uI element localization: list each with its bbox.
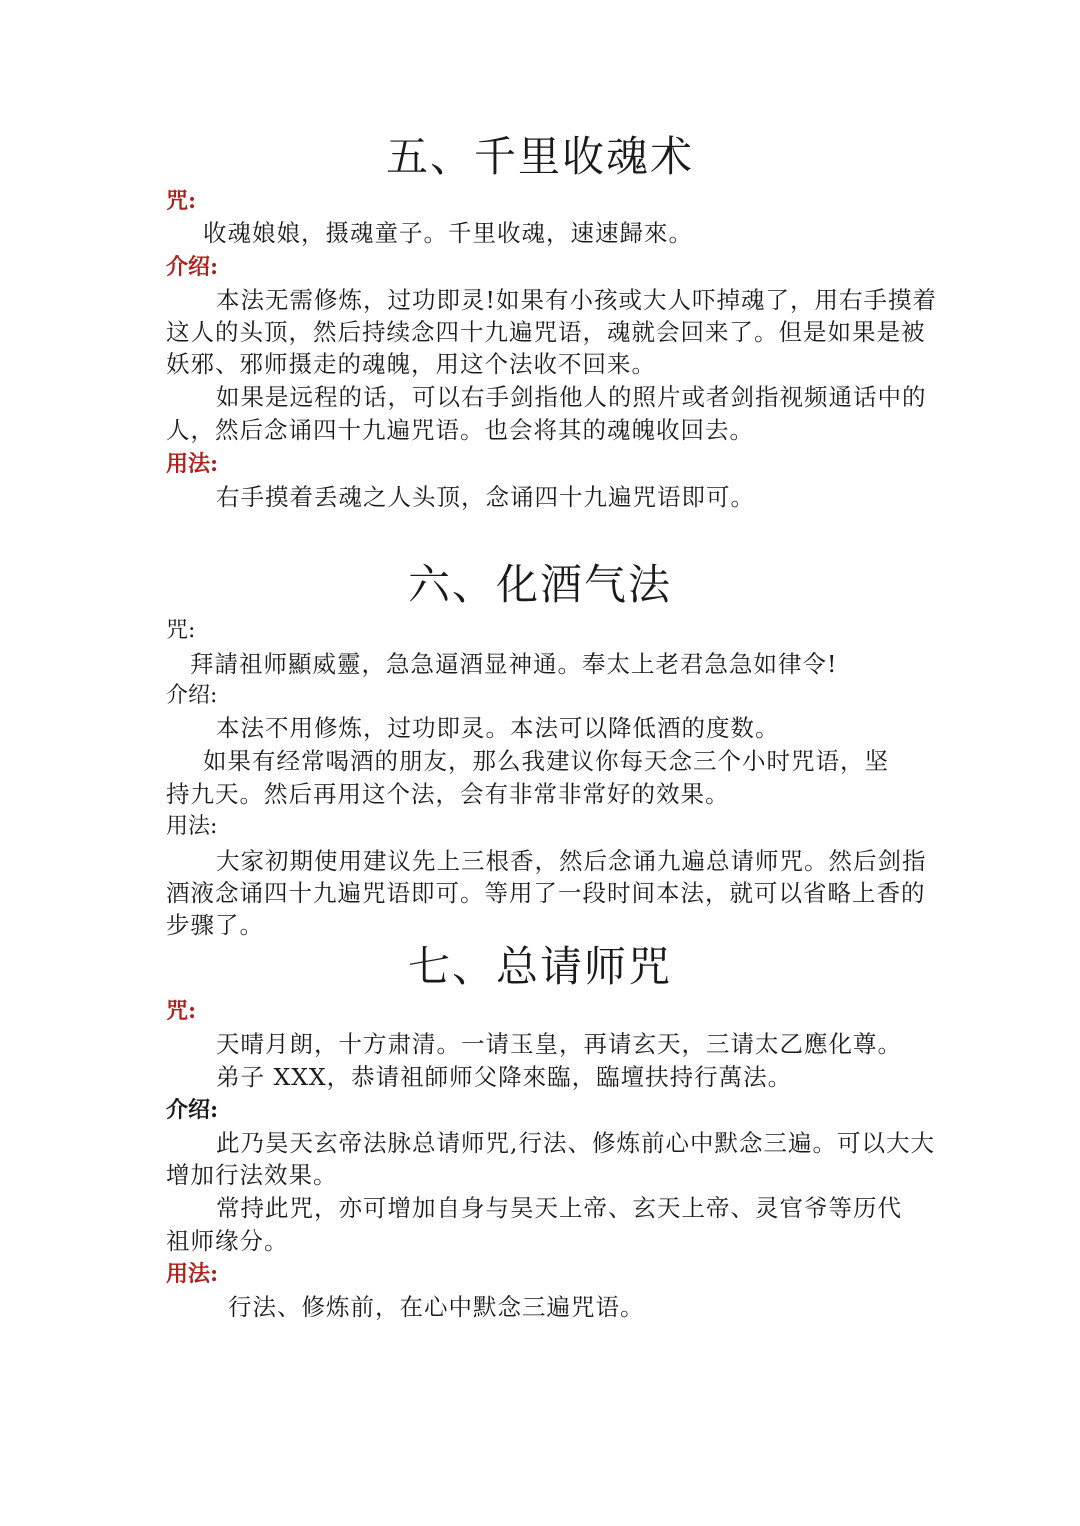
intro-line: 祖师缘分。 <box>166 1227 289 1255</box>
mantra-label: 咒: <box>166 998 197 1024</box>
usage-line: 酒液念诵四十九遍咒语即可。等用了一段时间本法，就可以省略上香的 <box>166 879 926 907</box>
intro-label: 介绍: <box>166 254 219 280</box>
usage-line: 右手摸着丢魂之人头顶，念诵四十九遍咒语即可。 <box>216 483 755 511</box>
usage-label: 用法: <box>166 814 218 839</box>
intro-line: 此乃昊天玄帝法脉总请师咒,行法、修炼前心中默念三遍。可以大大 <box>216 1129 935 1157</box>
usage-label: 用法: <box>166 1261 219 1287</box>
usage-line: 步骤了。 <box>166 911 264 939</box>
intro-line: 人，然后念诵四十九遍咒语。也会将其的魂魄收回去。 <box>166 416 754 444</box>
intro-line: 本法无需修炼，过功即灵!如果有小孩或大人吓掉魂了，用右手摸着 <box>216 286 937 314</box>
usage-line: 大家初期使用建议先上三根香，然后念诵九遍总请师咒。然后剑指 <box>216 847 927 875</box>
usage-label: 用法: <box>166 451 219 477</box>
mantra-label: 咒: <box>166 618 196 643</box>
intro-line: 妖邪、邪师摄走的魂魄，用这个法收不回来。 <box>166 350 656 378</box>
intro-line: 持九天。然后再用这个法，会有非常非常好的效果。 <box>166 780 730 808</box>
section-title: 七、总请师咒 <box>407 942 672 991</box>
intro-line: 这人的头顶，然后持续念四十九遍咒语，魂就会回来了。但是如果是被 <box>166 318 926 346</box>
section-title: 五、千里收魂术 <box>385 132 694 181</box>
mantra-label: 咒: <box>166 188 197 214</box>
usage-line: 行法、修炼前，在心中默念三遍咒语。 <box>228 1293 645 1321</box>
section-title: 六、化酒气法 <box>407 560 672 609</box>
intro-label: 介绍: <box>166 1097 219 1123</box>
intro-line: 增加行法效果。 <box>166 1161 338 1189</box>
intro-line: 常持此咒，亦可增加自身与昊天上帝、玄天上帝、灵官爷等历代 <box>216 1194 902 1222</box>
intro-line: 如果有经常喝酒的朋友，那么我建议你每天念三个小时咒语，坚 <box>203 747 889 775</box>
intro-line: 如果是远程的话，可以右手剑指他人的照片或者剑指视频通话中的 <box>216 383 927 411</box>
mantra-line: 天晴月朗，十方肃清。一请玉皇，再请玄天，三请太乙應化尊。 <box>216 1030 902 1058</box>
mantra-line: 拜請祖师顯威靈，急急逼酒显神通。奉太上老君急急如律令! <box>190 650 838 678</box>
intro-line: 本法不用修炼，过功即灵。本法可以降低酒的度数。 <box>216 714 780 742</box>
intro-label: 介绍: <box>166 683 218 708</box>
mantra-line: 收魂娘娘，摄魂童子。千里收魂，速速歸來。 <box>203 219 693 247</box>
mantra-line: 弟子 XXX，恭请祖師师父降來臨，臨壇扶持行萬法。 <box>216 1063 793 1091</box>
